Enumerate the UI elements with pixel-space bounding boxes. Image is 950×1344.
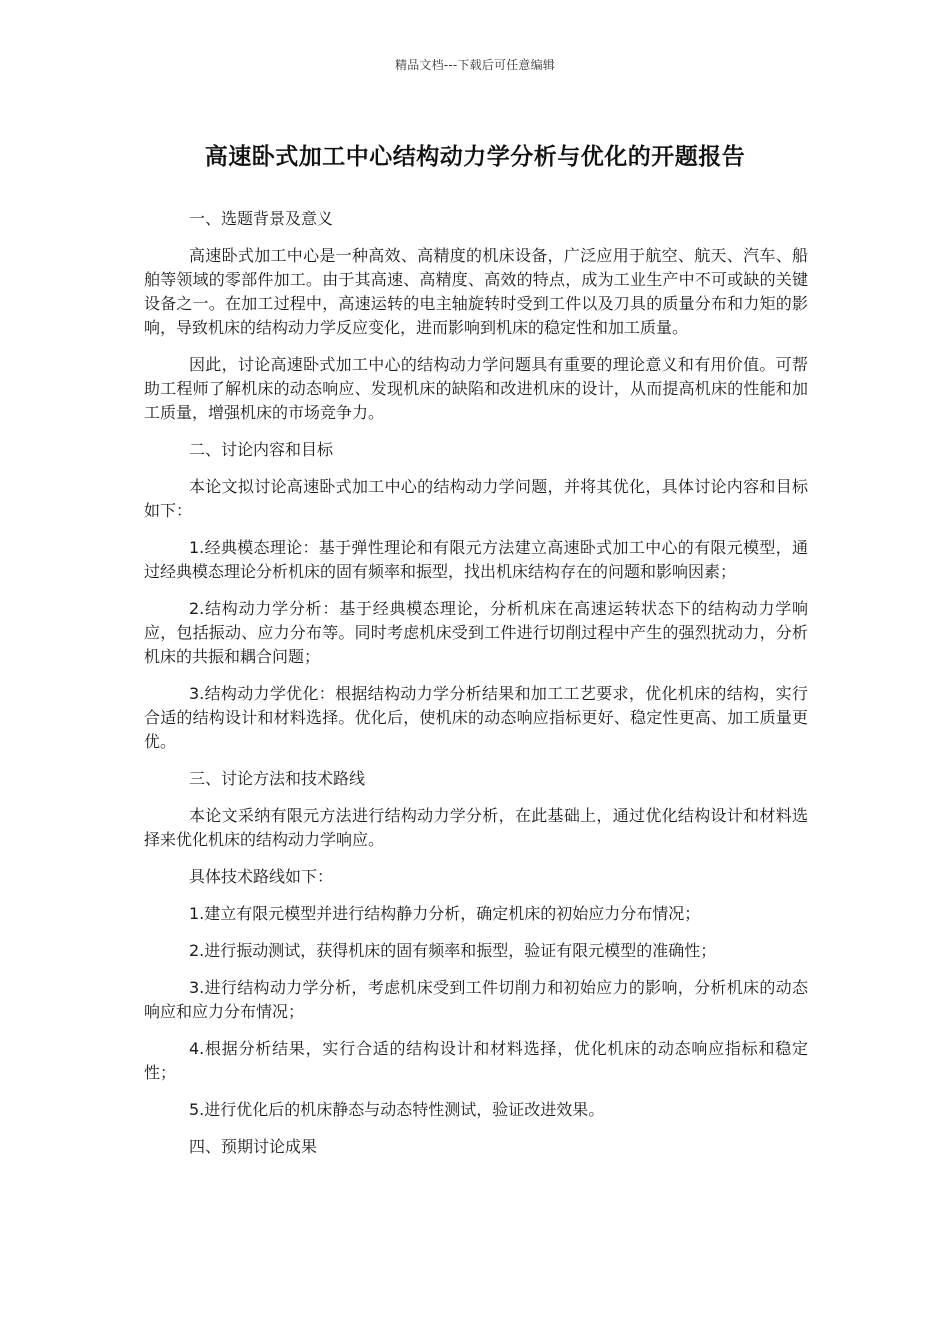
paragraph: 本论文采纳有限元方法进行结构动力学分析，在此基础上，通过优化结构设计和材料选择来优化机床的结构动力学响应。: [144, 806, 808, 849]
paragraph: 本论文拟讨论高速卧式加工中心的结构动力学问题，并将其优化，具体讨论内容和目标如下：: [144, 477, 808, 520]
section-heading-3: 三、讨论方法和技术路线: [189, 769, 366, 788]
list-item: 3.进行结构动力学分析，考虑机床受到工件切削力和初始应力的影响，分析机床的动态响应和应力分布情况；: [144, 978, 808, 1021]
paragraph: 高速卧式加工中心是一种高效、高精度的机床设备，广泛应用于航空、航天、汽车、船舶等领域的零部件加工。由于其高速、高精度、高效的特点，成为工业生产中不可或缺的关键设备之一。在加工过程中，高速运转的电主轴旋转时受到工件以及刀具的质量分布和力矩的影响，导致机床的结构动力学反应变化，进而影响到机床的稳定性和加工质量。: [144, 246, 808, 337]
section-heading-4: 四、预期讨论成果: [189, 1137, 318, 1156]
paragraph: 因此，讨论高速卧式加工中心的结构动力学问题具有重要的理论意义和有用价值。可帮助工程师了解机床的动态响应、发现机床的缺陷和改进机床的设计，从而提高机床的性能和加工质量，增强机床的市场竞争力。: [144, 355, 808, 422]
list-item: 1.经典模态理论：基于弹性理论和有限元方法建立高速卧式加工中心的有限元模型，通过经典模态理论分析机床的固有频率和振型，找出机床结构存在的问题和影响因素；: [144, 538, 808, 581]
section-heading-1: 一、选题背景及意义: [189, 209, 334, 228]
section-heading-2: 二、讨论内容和目标: [189, 440, 334, 459]
list-item: 4.根据分析结果，实行合适的结构设计和材料选择，优化机床的动态响应指标和稳定性；: [144, 1039, 808, 1082]
paragraph: 具体技术路线如下：: [189, 867, 334, 886]
list-item: 1.建立有限元模型并进行结构静力分析，确定机床的初始应力分布情况；: [189, 904, 701, 923]
list-item: 3.结构动力学优化：根据结构动力学分析结果和加工工艺要求，优化机床的结构，实行合适的结构设计和材料选择。优化后，使机床的动态响应指标更好、稳定性更高、加工质量更优。: [144, 684, 808, 751]
header-note: 精品文档---下载后可任意编辑: [395, 58, 555, 72]
document-title: 高速卧式加工中心结构动力学分析与优化的开题报告: [204, 144, 746, 170]
list-item: 5.进行优化后的机床静态与动态特性测试，验证改进效果。: [189, 1100, 605, 1119]
list-item: 2.结构动力学分析：基于经典模态理论，分析机床在高速运转状态下的结构动力学响应，包括振动、应力分布等。同时考虑机床受到工件进行切削过程中产生的强烈扰动力，分析机床的共振和耦合问题；: [144, 599, 808, 666]
document-body: [144, 207, 808, 1172]
list-item: 2.进行振动测试，获得机床的固有频率和振型，验证有限元模型的准确性；: [189, 941, 717, 960]
